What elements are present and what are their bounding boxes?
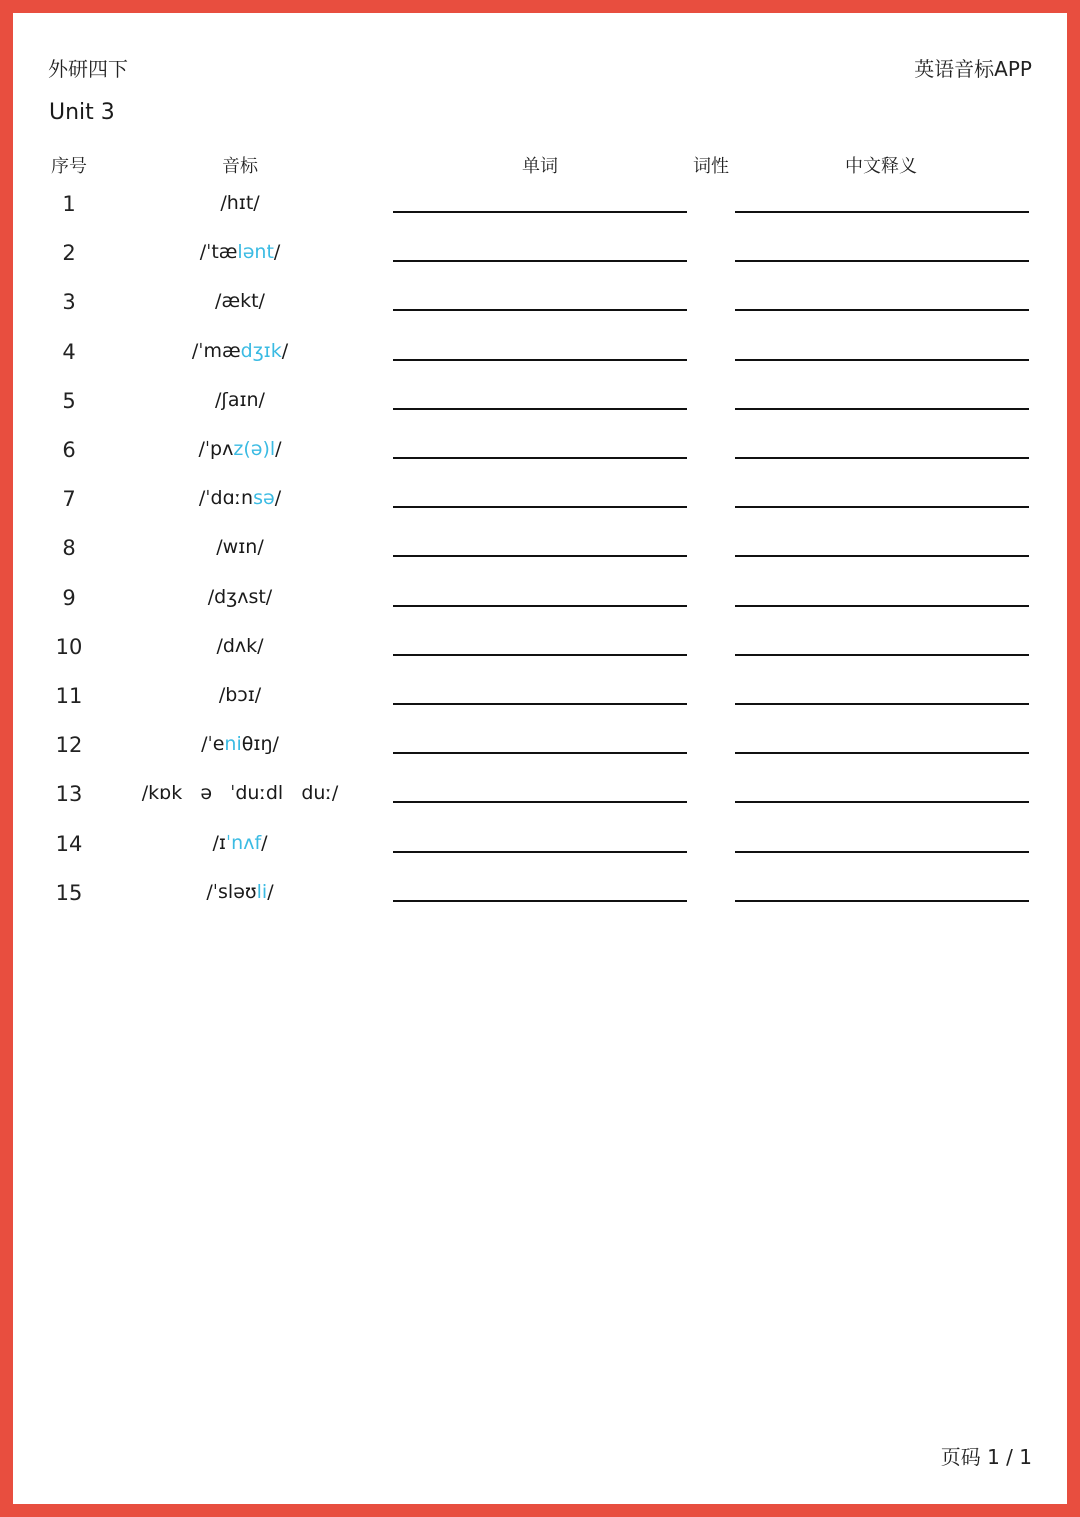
table-row <box>13 340 1067 389</box>
phonetic-segment: / <box>274 487 282 510</box>
phonetic-segment: /ˈdɑːn <box>198 487 254 510</box>
meaning-answer-line[interactable] <box>735 654 1029 656</box>
table-row <box>13 290 1067 339</box>
meaning-answer-line[interactable] <box>735 900 1029 902</box>
phonetic-transcription <box>208 586 272 608</box>
table-row <box>13 192 1067 241</box>
phonetic-segment: /wɪn/ <box>216 536 264 559</box>
phonetic-stressed-segment: ˈnʌf <box>225 831 262 854</box>
phonetic-segment: / <box>275 438 282 460</box>
phonetic-transcription <box>212 832 267 854</box>
phonetic-stressed-segment: li <box>256 880 268 903</box>
word-answer-line[interactable] <box>393 555 687 557</box>
phonetic-transcription <box>200 241 281 263</box>
phonetic-segment: / <box>273 241 281 264</box>
row-number: 2 <box>62 241 76 266</box>
phonetic-segment: /hɪt/ <box>220 192 260 214</box>
row-number: 3 <box>62 290 76 315</box>
table-row <box>13 487 1067 536</box>
column-header-meaning: 中文释义 <box>845 156 917 177</box>
phonetic-segment: / <box>261 831 268 854</box>
table-row <box>13 782 1067 831</box>
phonetic-transcription <box>215 290 265 312</box>
row-number: 10 <box>55 634 83 659</box>
word-answer-line[interactable] <box>393 752 687 754</box>
phonetic-segment: θɪŋ/ <box>241 733 279 756</box>
table-row <box>13 536 1067 585</box>
meaning-answer-line[interactable] <box>735 703 1029 705</box>
header-app-label: 英语音标APP <box>914 57 1032 81</box>
phonetic-stressed-segment: dʒɪk <box>240 339 282 362</box>
table-row <box>13 733 1067 782</box>
word-answer-line[interactable] <box>393 260 687 262</box>
meaning-answer-line[interactable] <box>735 211 1029 213</box>
phonetic-transcription <box>215 389 265 411</box>
meaning-answer-line[interactable] <box>735 555 1029 557</box>
phonetic-segment: /ˈe <box>201 733 225 756</box>
row-number: 1 <box>62 192 76 216</box>
phonetic-segment: /kɒk ə ˈduːdl duː/ <box>141 782 339 805</box>
table-row <box>13 832 1067 881</box>
phonetic-transcription <box>199 487 281 509</box>
meaning-answer-line[interactable] <box>735 457 1029 459</box>
row-number: 14 <box>55 831 83 856</box>
column-header-number: 序号 <box>51 156 87 177</box>
table-row <box>13 635 1067 684</box>
table-row <box>13 389 1067 438</box>
word-answer-line[interactable] <box>393 703 687 705</box>
meaning-answer-line[interactable] <box>735 851 1029 853</box>
word-answer-line[interactable] <box>393 457 687 459</box>
meaning-answer-line[interactable] <box>735 309 1029 311</box>
meaning-answer-line[interactable] <box>735 605 1029 607</box>
word-answer-line[interactable] <box>393 605 687 607</box>
table-row <box>13 684 1067 733</box>
row-number: 9 <box>62 585 76 610</box>
table-row <box>13 881 1067 930</box>
meaning-answer-line[interactable] <box>735 260 1029 262</box>
phonetic-transcription <box>201 733 279 755</box>
page-number: 页码 1 / 1 <box>940 1445 1032 1469</box>
meaning-answer-line[interactable] <box>735 801 1029 803</box>
phonetic-stressed-segment: sə <box>253 487 275 510</box>
phonetic-segment: /ɪ <box>212 831 226 854</box>
phonetic-transcription <box>220 192 259 214</box>
row-number: 11 <box>55 684 83 708</box>
phonetic-transcription <box>198 438 281 460</box>
phonetic-segment: /ˈtæ <box>199 241 238 264</box>
column-header-part-of-speech: 词性 <box>693 156 729 177</box>
row-number: 15 <box>55 880 83 905</box>
row-number: 4 <box>62 339 76 364</box>
phonetic-segment: /dʌk/ <box>216 634 264 657</box>
worksheet-page <box>13 13 1067 1504</box>
row-number: 7 <box>62 487 76 512</box>
phonetic-segment: /ˈmæ <box>191 339 241 362</box>
word-answer-line[interactable] <box>393 654 687 656</box>
phonetic-transcription <box>216 536 263 558</box>
meaning-answer-line[interactable] <box>735 752 1029 754</box>
meaning-answer-line[interactable] <box>735 408 1029 410</box>
meaning-answer-line[interactable] <box>735 506 1029 508</box>
row-number: 5 <box>62 388 76 413</box>
word-answer-line[interactable] <box>393 408 687 410</box>
phonetic-segment: /dʒʌst/ <box>207 585 273 608</box>
table-row <box>13 586 1067 635</box>
row-number: 12 <box>55 733 83 758</box>
phonetic-transcription <box>142 782 339 804</box>
row-number: 8 <box>62 536 76 561</box>
word-answer-line[interactable] <box>393 506 687 508</box>
header-textbook-label: 外研四下 <box>48 57 128 81</box>
row-number: 13 <box>55 782 83 807</box>
column-header-word: 单词 <box>522 156 558 177</box>
unit-title: Unit 3 <box>49 100 115 125</box>
phonetic-stressed-segment: z(ə)l <box>233 438 276 460</box>
phonetic-stressed-segment: ni <box>224 733 242 756</box>
phonetic-transcription <box>192 340 288 362</box>
phonetic-segment: / <box>267 880 274 903</box>
phonetic-segment: /ʃaɪn/ <box>215 388 265 411</box>
row-number: 6 <box>62 438 76 462</box>
phonetic-segment: /bɔɪ/ <box>218 684 262 706</box>
phonetic-segment: /ˈsləʊ <box>206 880 257 903</box>
phonetic-segment: / <box>281 339 289 362</box>
word-answer-line[interactable] <box>393 801 687 803</box>
phonetic-stressed-segment: lənt <box>237 241 274 264</box>
phonetic-segment: /ˈpʌ <box>198 438 234 460</box>
table-row <box>13 438 1067 487</box>
word-answer-line[interactable] <box>393 211 687 213</box>
phonetic-segment: /ækt/ <box>215 290 265 313</box>
word-answer-line[interactable] <box>393 309 687 311</box>
word-answer-line[interactable] <box>393 900 687 902</box>
word-answer-line[interactable] <box>393 359 687 361</box>
column-header-phonetic: 音标 <box>222 156 258 177</box>
meaning-answer-line[interactable] <box>735 359 1029 361</box>
word-answer-line[interactable] <box>393 851 687 853</box>
phonetic-transcription <box>206 881 273 903</box>
table-row <box>13 241 1067 290</box>
phonetic-transcription <box>219 684 261 706</box>
phonetic-transcription <box>216 635 263 657</box>
